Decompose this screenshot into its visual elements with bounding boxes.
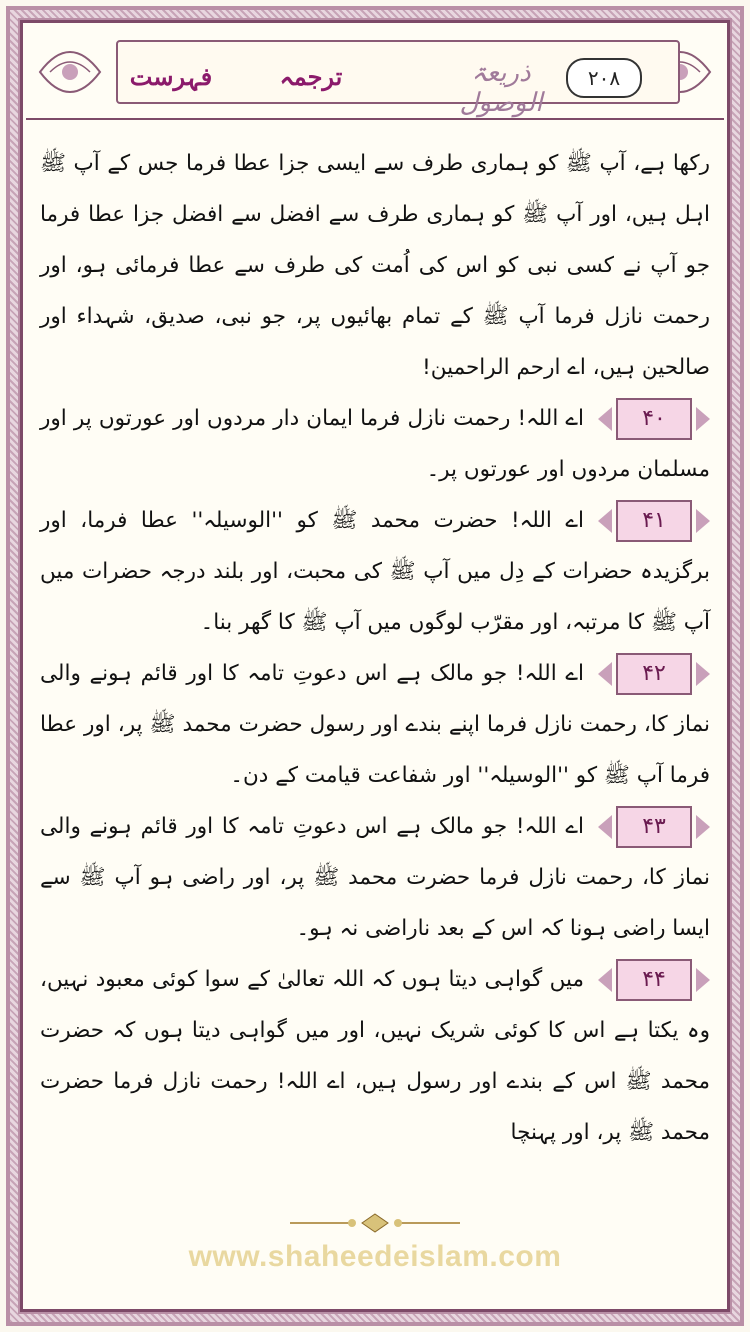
page-number: ۲۰۸ (566, 58, 642, 98)
entry-43 (40, 801, 710, 954)
entry-text: اے اللہ! جو مالک ہے اس دعوتِ تامہ کا اور قائم ہونے والی نماز کا، رحمت نازل فرما اپنے بندے اور رسول حضرت محمد ﷺ پر، اور عطا فرما آپ ﷺ کو ''الوسیلہ'' اور شفاعت قیامت کے دن۔ (40, 661, 710, 788)
entry-text: اے اللہ! رحمت نازل فرما ایمان دار مردوں اور عورتوں پر اور مسلمان مردوں اور عورتوں پر۔ (40, 406, 710, 482)
entry-number: ۴۳ (616, 806, 692, 848)
entry-number-badge (598, 960, 710, 1000)
entry-44 (40, 954, 710, 1158)
intro-paragraph: رکھا ہے، آپ ﷺ کو ہماری طرف سے ایسی جزا عطا فرما جس کے آپ ﷺ اہل ہیں، اور آپ ﷺ کو ہماری طرف سے افضل سے افضل جزا عطا فرما جو آپ نے کسی نبی کو اس کی اُمت کی طرف سے عطا فرمائی ہو، اور رحمت نازل فرما آپ ﷺ کے تمام بھائیوں پر، جو نبی، صدیق، شہداء اور صالحین ہیں، اے ارحم الراحمین! (40, 151, 710, 380)
entry-number: ۴۲ (616, 653, 692, 695)
entry-number: ۴۱ (616, 500, 692, 542)
entry-41 (40, 495, 710, 648)
entry-text: اے اللہ! جو مالک ہے اس دعوتِ تامہ کا اور قائم ہونے والی نماز کا، رحمت نازل فرما حضرت محمد ﷺ پر، اور راضی ہو آپ ﷺ سے ایسا راضی ہونا کہ اس کے بعد ناراضی نہ ہو۔ (40, 814, 710, 941)
entry-text: اے اللہ! حضرت محمد ﷺ کو ''الوسیلہ'' عطا فرما، اور برگزیدہ حضرات کے دِل میں آپ ﷺ کی محبت، اور بلند درجہ حضرات میں آپ ﷺ کا مرتبہ، اور مقرّب لوگوں میں آپ ﷺ کا گھر بنا۔ (40, 508, 710, 635)
entry-text: میں گواہی دیتا ہوں کہ اللہ تعالیٰ کے سوا کوئی معبود نہیں، وہ یکتا ہے اس کا کوئی شریک نہیں، اور میں گواہی دیتا ہوں کہ حضرت محمد ﷺ اس کے بندے اور رسول ہیں، اے اللہ! رحمت نازل فرما حضرت محمد ﷺ پر، اور پہنچا (40, 967, 710, 1145)
website-url[interactable]: www.shaheedeislam.com (188, 1240, 562, 1273)
left-corner-ornament-icon (30, 32, 110, 112)
entry-42 (40, 648, 710, 801)
index-link[interactable]: فہرست (129, 62, 213, 91)
translation-link[interactable]: ترجمہ (279, 62, 343, 91)
book-title: ذریعۃ الوصول (459, 58, 543, 118)
entry-40 (40, 393, 710, 495)
entry-number-badge (598, 807, 710, 847)
entry-number-badge (598, 501, 710, 541)
entry-number-badge (598, 399, 710, 439)
footer-ornament-icon (290, 1212, 460, 1234)
entry-number-badge (598, 654, 710, 694)
entry-number: ۴۰ (616, 398, 692, 440)
page-header (26, 26, 724, 120)
entry-number: ۴۴ (616, 959, 692, 1001)
page-content (40, 138, 710, 1158)
